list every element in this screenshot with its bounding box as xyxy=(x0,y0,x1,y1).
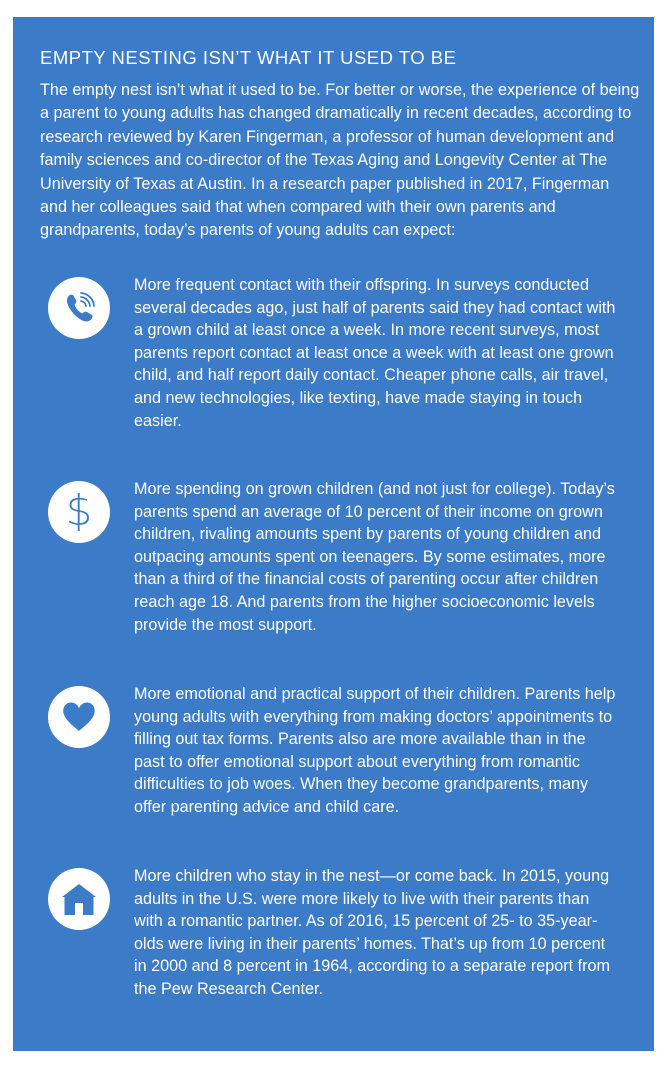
dollar-icon xyxy=(48,481,110,543)
info-panel xyxy=(13,17,654,1051)
dollar-glyph: $ xyxy=(65,486,93,535)
phone-icon xyxy=(48,277,110,339)
item-text-spending: More spending on grown children (and not just for college). Today’s parents spend an average of 10 percent of their income on grown children, rivaling amounts spent by parents of young children and outpacing amounts spent on teenagers. By some estimates, more than a third of the financial costs of parenting occur after children reach age 18. And parents from the higher socioeconomic levels provide the most support. xyxy=(134,480,615,634)
intro-paragraph: The empty nest isn’t what it used to be. For better or worse, the experience of being a parent to young adults has changed dramatically in recent decades, according to research reviewed by Karen Fingerman, a professor of human development and family sciences and co-director of the Texas Aging and Longevity Center at The University of Texas at Austin. In a research paper published in 2017, Fingerman and her colleagues said that when compared with their own parents and grandparents, today’s parents of young adults can expect: xyxy=(40,81,640,240)
item-text-nest: More children who stay in the nest—or come back. In 2015, young adults in the U.S. were more likely to live with their parents than with a romantic partner. As of 2016, 15 percent of 25- to 35-year-olds were living in their parents’ homes. That’s up from 10 percent in 2000 and 8 percent in 1964, according to a separate report from the Pew Research Center. xyxy=(134,867,611,998)
item-text-contact: More frequent contact with their offspring. In surveys conducted several decades ago, just half of parents said they had contact with a grown child at least once a week. In more recent surveys, most parents report contact at least once a week with at least one grown child, and half report daily contact. Cheaper phone calls, air travel, and new technologies, like texting, have made staying in touch easier. xyxy=(134,276,616,430)
house-icon xyxy=(48,868,110,930)
page-title: EMPTY NESTING ISN’T WHAT IT USED TO BE xyxy=(40,47,457,68)
heart-icon xyxy=(48,686,110,748)
item-text-support: More emotional and practical support of their children. Parents help young adults with everything from making doctors’ appointments to filling out tax forms. Parents also are more available than in the past to offer emotional support about everything from romantic difficulties to job woes. When they become grandparents, many offer parenting advice and child care. xyxy=(134,685,616,816)
